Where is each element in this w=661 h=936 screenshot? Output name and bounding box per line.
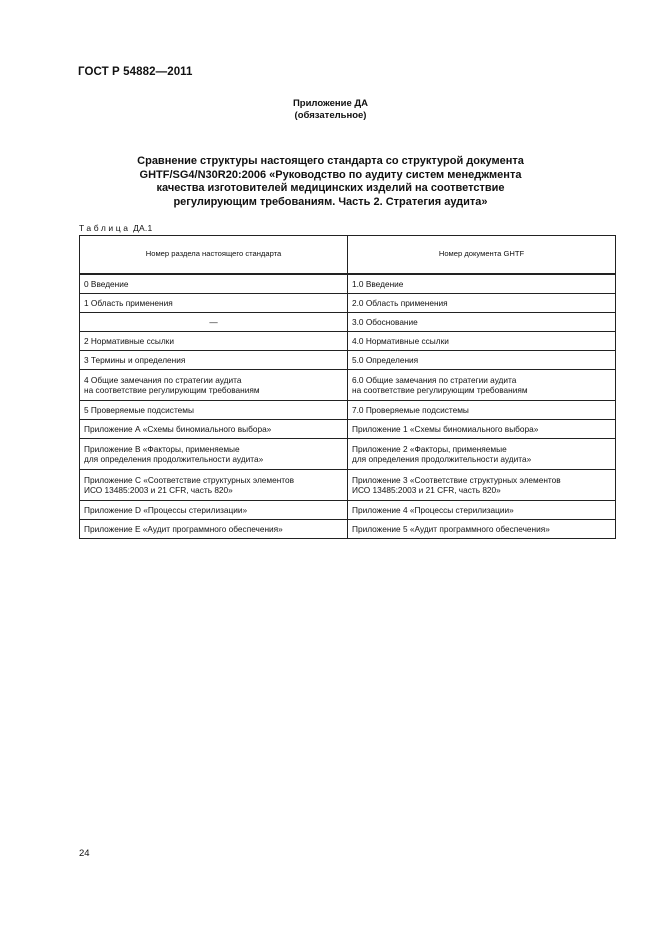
table-row [80, 332, 616, 351]
table-caption-number: ДА.1 [133, 223, 153, 233]
cell-text-line: Приложение 1 «Схемы биномиального выбора» [352, 423, 539, 434]
cell-text-line: на соответствие регулирующим требованиям [84, 385, 260, 395]
table-row [80, 401, 616, 420]
table-caption-word: Таблица [79, 223, 131, 233]
annex-heading [0, 98, 661, 121]
cell-text-line: ИСО 13485:2003 и 21 CFR, часть 820» [84, 485, 233, 495]
cell-text-line: для определения продолжительности аудита» [352, 454, 532, 464]
cell-standard-section [80, 420, 348, 439]
cell-ghtf-section [348, 370, 616, 401]
cell-text-line: Приложение 4 «Процессы стерилизации» [352, 504, 514, 515]
table-row [80, 351, 616, 370]
cell-text-line: 2 Нормативные ссылки [84, 335, 174, 346]
document-title [110, 155, 551, 209]
cell-standard-section [80, 313, 348, 332]
cell-text-line: 6.0 Общие замечания по стратегии аудита [352, 374, 517, 385]
cell-text-line: 0 Введение [84, 278, 129, 289]
cell-standard-section [80, 439, 348, 470]
column-header-standard: Номер раздела настоящего стандарта [80, 236, 348, 275]
cell-text-line: Приложение Е «Аудит программного обеспечения» [84, 523, 283, 534]
table-row [80, 420, 616, 439]
cell-standard-section [80, 351, 348, 370]
cell-ghtf-section [348, 470, 616, 501]
cell-text-line: 3 Термины и определения [84, 354, 186, 365]
document-title-line: Сравнение структуры настоящего стандарта со структурой документа [137, 155, 524, 167]
document-title-line: регулирующим требованиям. Часть 2. Стратегия аудита» [173, 195, 488, 208]
table-row [80, 370, 616, 401]
cell-standard-section [80, 294, 348, 313]
cell-text-line: 7.0 Проверяемые подсистемы [352, 404, 469, 415]
cell-standard-section [80, 401, 348, 420]
table-row [80, 313, 616, 332]
cell-text-line: Приложение 2 «Факторы, применяемые [352, 443, 507, 454]
cell-text-line: для определения продолжительности аудита» [84, 454, 264, 464]
table-row [80, 294, 616, 313]
cell-text-line: Приложение D «Процессы стерилизации» [84, 504, 248, 515]
cell-text-line: 5 Проверяемые подсистемы [84, 404, 194, 415]
cell-text-line: 2.0 Область применения [352, 297, 448, 308]
cell-text-line: 1.0 Введение [352, 278, 404, 289]
cell-standard-section [80, 370, 348, 401]
cell-text-line: 4.0 Нормативные ссылки [352, 335, 449, 346]
cell-ghtf-section [348, 351, 616, 370]
cell-standard-section [80, 501, 348, 520]
table-caption [79, 223, 152, 233]
page-number: 24 [79, 848, 90, 859]
column-header-ghtf: Номер документа GHTF [348, 236, 616, 275]
table-row [80, 520, 616, 539]
table-header-row [80, 236, 616, 275]
cell-text-line: Приложение 3 «Соответствие структурных элементов [352, 474, 561, 485]
cell-ghtf-section [348, 294, 616, 313]
document-title-line: GHTF/SG4/N30R20:2006 «Руководство по аудиту систем менеджмента [139, 168, 522, 181]
cell-standard-section [80, 274, 348, 294]
table-row [80, 439, 616, 470]
standard-designation: ГОСТ Р 54882—2011 [78, 66, 193, 78]
cell-text-line: 3.0 Обоснование [352, 316, 418, 327]
cell-ghtf-section [348, 401, 616, 420]
cell-ghtf-section [348, 274, 616, 294]
cell-text-line: ИСО 13485:2003 и 21 CFR, часть 820» [352, 485, 501, 495]
cell-text-line: Приложение 5 «Аудит программного обеспечения» [352, 523, 550, 534]
cell-ghtf-section [348, 420, 616, 439]
cell-standard-section [80, 332, 348, 351]
cell-text-line: — [209, 316, 218, 327]
cell-ghtf-section [348, 313, 616, 332]
table-row [80, 470, 616, 501]
cell-text-line: Приложение В «Факторы, применяемые [84, 443, 240, 454]
cell-ghtf-section [348, 439, 616, 470]
cell-text-line: 4 Общие замечания по стратегии аудита [84, 374, 242, 385]
cell-text-line: 1 Область применения [84, 297, 173, 308]
table-row [80, 274, 616, 294]
table-body [80, 274, 616, 539]
document-title-line: качества изготовителей медицинских изделий на соответствие [156, 182, 505, 194]
annex-title: Приложение ДА [292, 98, 369, 109]
cell-text-line: Приложение А «Схемы биномиального выбора» [84, 423, 272, 434]
cell-standard-section [80, 520, 348, 539]
cell-text-line: Приложение С «Соответствие структурных элементов [84, 474, 295, 485]
comparison-table [79, 235, 616, 539]
cell-ghtf-section [348, 332, 616, 351]
annex-status: (обязательное) [294, 109, 367, 121]
table-row [80, 501, 616, 520]
cell-standard-section [80, 470, 348, 501]
cell-ghtf-section [348, 501, 616, 520]
cell-text-line: на соответствие регулирующим требованиям [352, 385, 528, 395]
cell-ghtf-section [348, 520, 616, 539]
cell-text-line: 5.0 Определения [352, 354, 419, 365]
